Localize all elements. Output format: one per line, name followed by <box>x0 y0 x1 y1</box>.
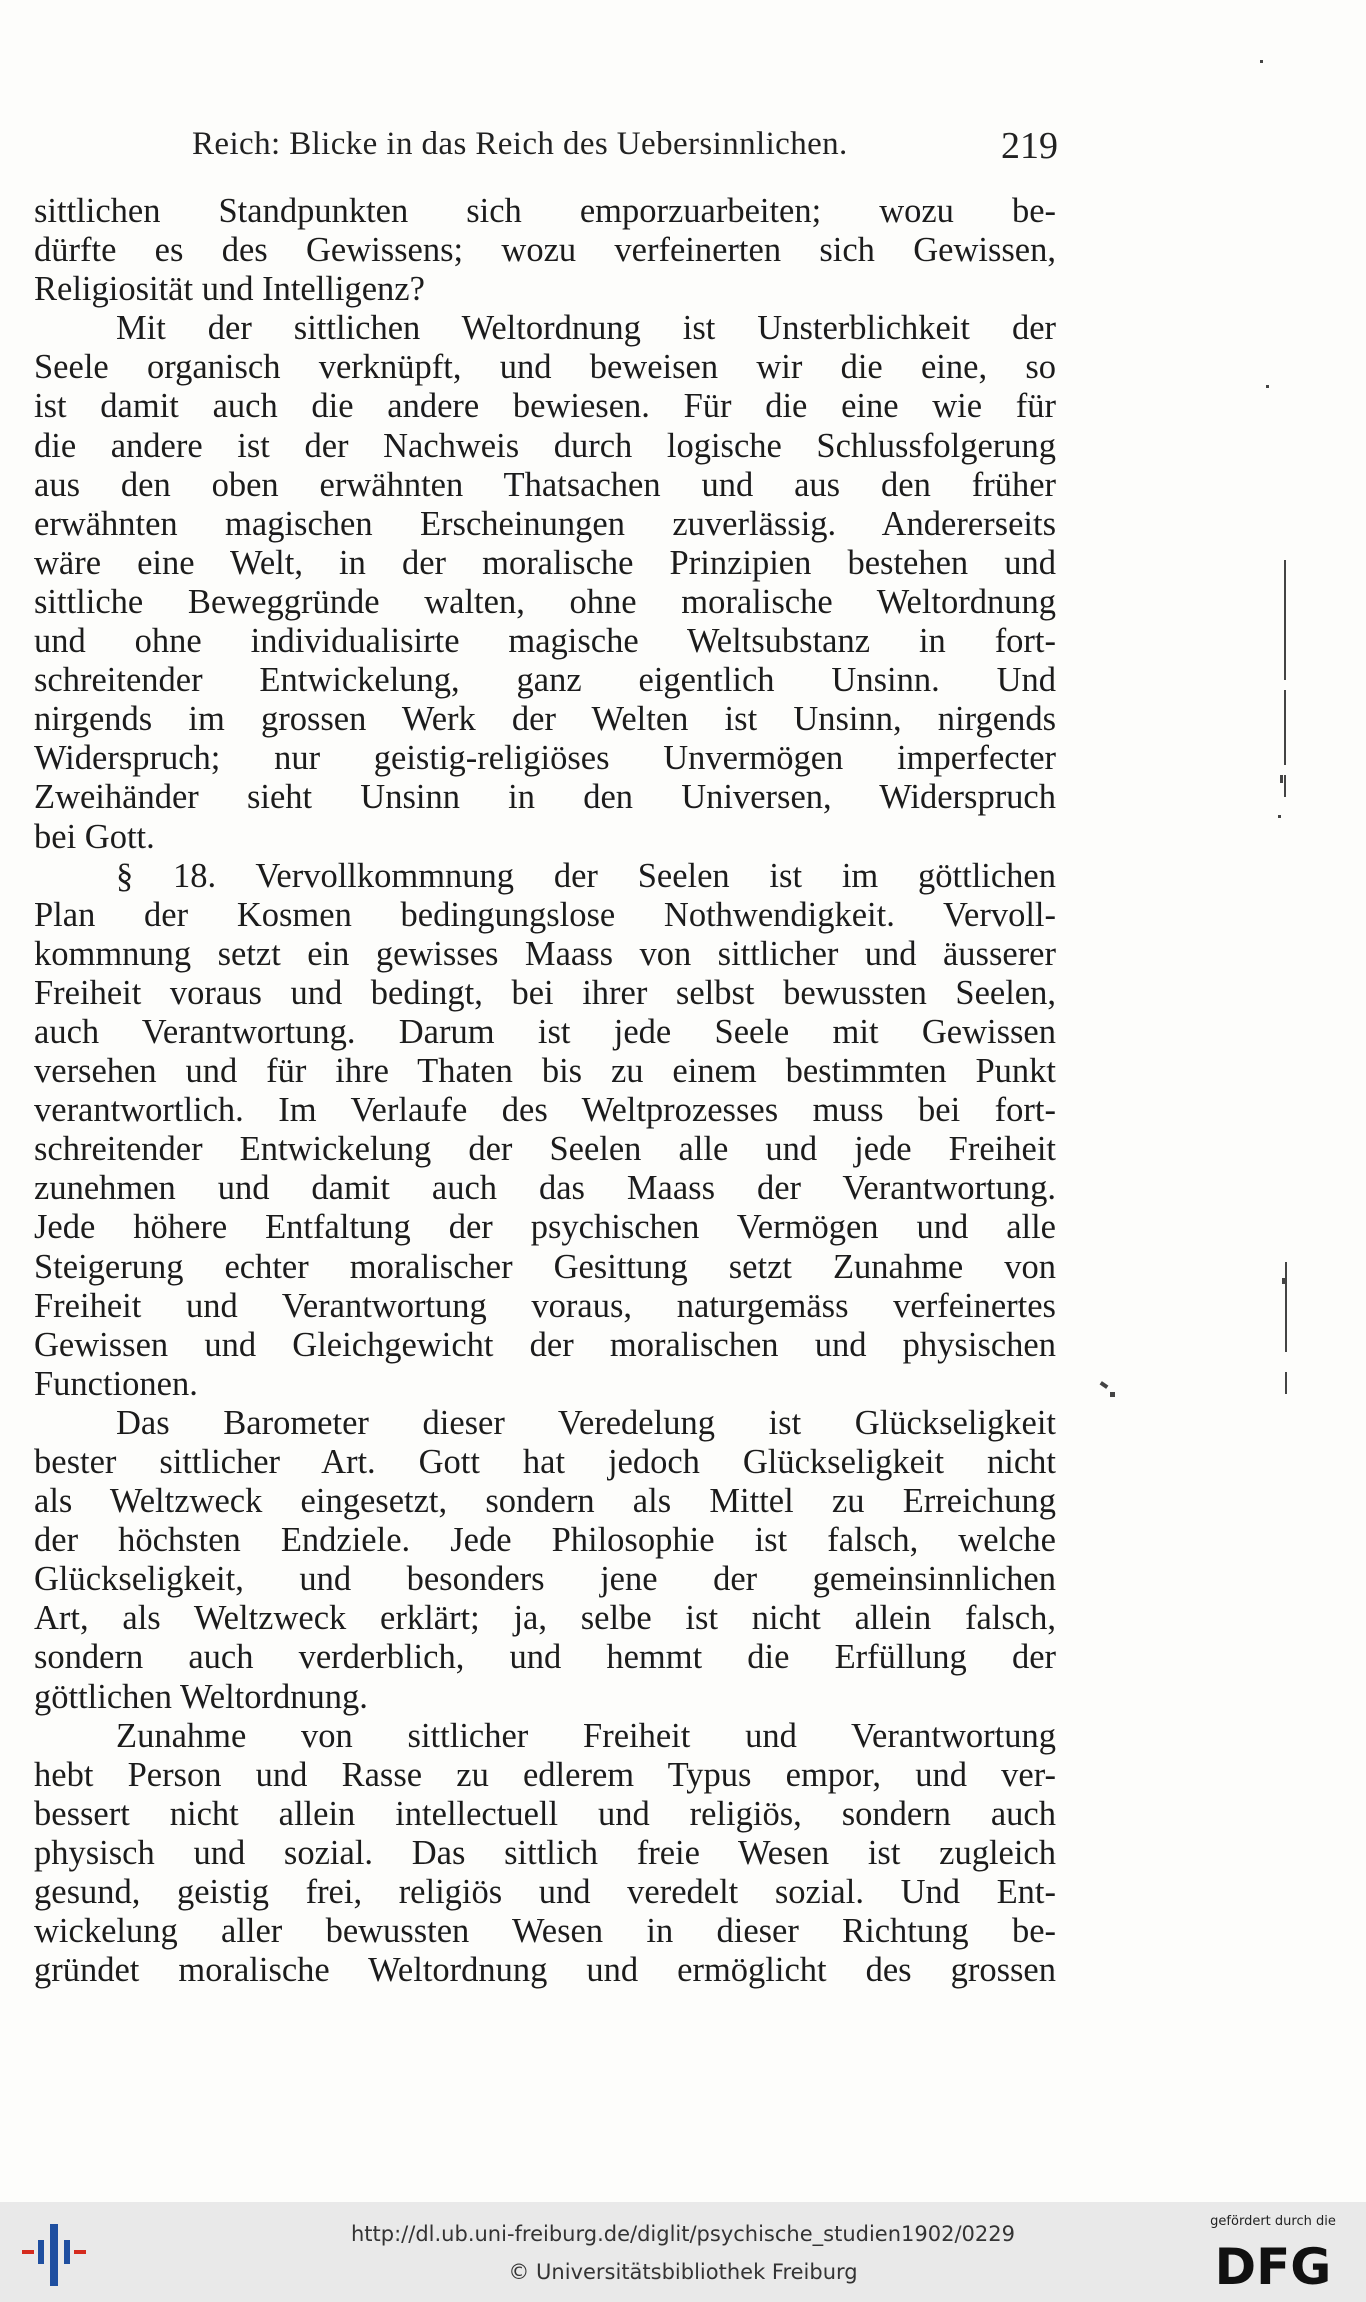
text-line: schreitender Entwickelung der Seelen alle und jede Freiheit <box>34 1130 1056 1169</box>
text-line: Steigerung echter moralischer Gesittung setzt Zunahme von <box>34 1247 1056 1286</box>
text-line: Mit der sittlichen Weltordnung ist Unsterblichkeit der <box>116 309 1056 348</box>
text-line: kommnung setzt ein gewisses Maass von sittlicher und äusserer <box>34 934 1056 973</box>
text-line: gesund, geistig frei, religiös und veredelt sozial. Und Ent- <box>34 1873 1056 1912</box>
text-line: Freiheit voraus und bedingt, bei ihrer selbst bewussten Seelen, <box>34 973 1056 1012</box>
dfg-logo <box>1198 2214 1348 2294</box>
margin-line <box>1284 690 1286 765</box>
margin-line <box>1284 560 1286 680</box>
text-line: Religiosität und Intelligenz? <box>34 270 425 309</box>
text-line: physisch und sozial. Das sittlich freie Wesen ist zugleich <box>34 1833 1056 1872</box>
text-line: die andere ist der Nachweis durch logische Schlussfolgerung <box>34 426 1056 465</box>
text-line: Functionen. <box>34 1364 198 1403</box>
text-line: Das Barometer dieser Veredelung ist Glückseligkeit <box>116 1403 1056 1442</box>
text-line: aus den oben erwähnten Thatsachen und aus den früher <box>34 465 1056 504</box>
text-line: als Weltzweck eingesetzt, sondern als Mittel zu Erreichung <box>34 1482 1056 1521</box>
text-line: wäre eine Welt, in der moralische Prinzipien bestehen und <box>34 543 1056 582</box>
text-line: sittliche Beweggründe walten, ohne moralische Weltordnung <box>34 582 1056 621</box>
margin-line <box>1285 1262 1287 1352</box>
margin-line <box>1282 1278 1285 1284</box>
text-line: bessert nicht allein intellectuell und religiös, sondern auch <box>34 1794 1056 1833</box>
text-line: Zweihänder sieht Unsinn in den Universen, Widerspruch <box>34 778 1056 817</box>
text-line: auch Verantwortung. Darum ist jede Seele mit Gewissen <box>34 1012 1056 1051</box>
dfg-wordmark <box>1198 2214 1348 2294</box>
text-line: schreitender Entwickelung, ganz eigentlich Unsinn. Und <box>34 661 1056 700</box>
footer-bar <box>0 2202 1366 2302</box>
text-line: sittlichen Standpunkten sich emporzuarbeiten; wozu be- <box>34 192 1056 230</box>
text-line: Plan der Kosmen bedingungslose Nothwendigkeit. Vervoll- <box>34 895 1056 934</box>
text-line: ist damit auch die andere bewiesen. Für die eine wie für <box>34 387 1056 426</box>
text-line: zunehmen und damit auch das Maass der Verantwortung. <box>34 1169 1056 1208</box>
margin-line <box>1284 775 1286 797</box>
text-line: nirgends im grossen Werk der Welten ist Unsinn, nirgends <box>34 700 1056 739</box>
dfg-wordmark-text: DFG <box>1214 2238 1332 2294</box>
text-line: gründet moralische Weltordnung und ermöglicht des grossen <box>34 1951 1056 1990</box>
text-line: der höchsten Endziele. Jede Philosophie ist falsch, welche <box>34 1521 1056 1560</box>
running-title: Reich: Blicke in das Reich des Uebersinnlichen. <box>192 126 848 162</box>
margin-line <box>1280 775 1283 783</box>
text-line: bei Gott. <box>34 817 155 856</box>
text-line: hebt Person und Rasse zu edlerem Typus empor, und ver- <box>34 1755 1056 1794</box>
running-head <box>192 120 1058 170</box>
text-line: und ohne individualisirte magische Weltsubstanz in fort- <box>34 622 1056 661</box>
text-line: § 18. Vervollkommnung der Seelen ist im göttlichen <box>116 856 1056 895</box>
text-line: Art, als Weltzweck erklärt; ja, selbe ist nicht allein falsch, <box>34 1599 1056 1638</box>
scan-speck <box>1278 815 1281 818</box>
text-line: sondern auch verderblich, und hemmt die Erfüllung der <box>34 1638 1056 1677</box>
text-line: Gewissen und Gleichgewicht der moralischen und physischen <box>34 1325 1056 1364</box>
text-line: Jede höhere Entfaltung der psychischen Vermögen und alle <box>34 1208 1056 1247</box>
body-text <box>34 192 1056 1990</box>
text-line: bester sittlicher Art. Gott hat jedoch Glückseligkeit nicht <box>34 1443 1056 1481</box>
margin-line <box>1285 1372 1287 1394</box>
page-number: 219 <box>1001 125 1058 167</box>
scan-speck <box>1266 385 1269 388</box>
text-line: Zunahme von sittlicher Freiheit und Verantwortung <box>116 1716 1056 1755</box>
scan-speck <box>1100 1381 1109 1389</box>
scan-speck <box>1260 60 1263 63</box>
margin-marks <box>1260 0 1320 2200</box>
text-line: göttlichen Weltordnung. <box>34 1677 368 1716</box>
text-line: Glückseligkeit, und besonders jene der gemeinsinnlichen <box>34 1560 1056 1599</box>
text-line: versehen und für ihre Thaten bis zu einem bestimmten Punkt <box>34 1052 1056 1091</box>
dfg-caption: gefördert durch die <box>1210 2214 1336 2229</box>
text-line: Freiheit und Verantwortung voraus, naturgemäss verfeinertes <box>34 1286 1056 1325</box>
text-line: erwähnten magischen Erscheinungen zuverlässig. Andererseits <box>34 504 1056 543</box>
text-line: verantwortlich. Im Verlaufe des Weltprozesses muss bei fort- <box>34 1091 1056 1130</box>
text-line: Widerspruch; nur geistig-religiöses Unvermögen imperfecter <box>34 739 1056 778</box>
permalink-url[interactable]: http://dl.ub.uni-freiburg.de/diglit/psychische_studien1902/0229 <box>351 2222 1015 2246</box>
copyright-notice: © Universitätsbibliothek Freiburg <box>508 2260 858 2284</box>
text-line: dürfte es des Gewissens; wozu verfeinerten sich Gewissen, <box>34 231 1056 270</box>
text-line: wickelung aller bewussten Wesen in dieser Richtung be- <box>34 1912 1056 1951</box>
text-line: Seele organisch verknüpft, und beweisen wir die eine, so <box>34 348 1056 387</box>
scan-speck <box>1110 1392 1115 1397</box>
